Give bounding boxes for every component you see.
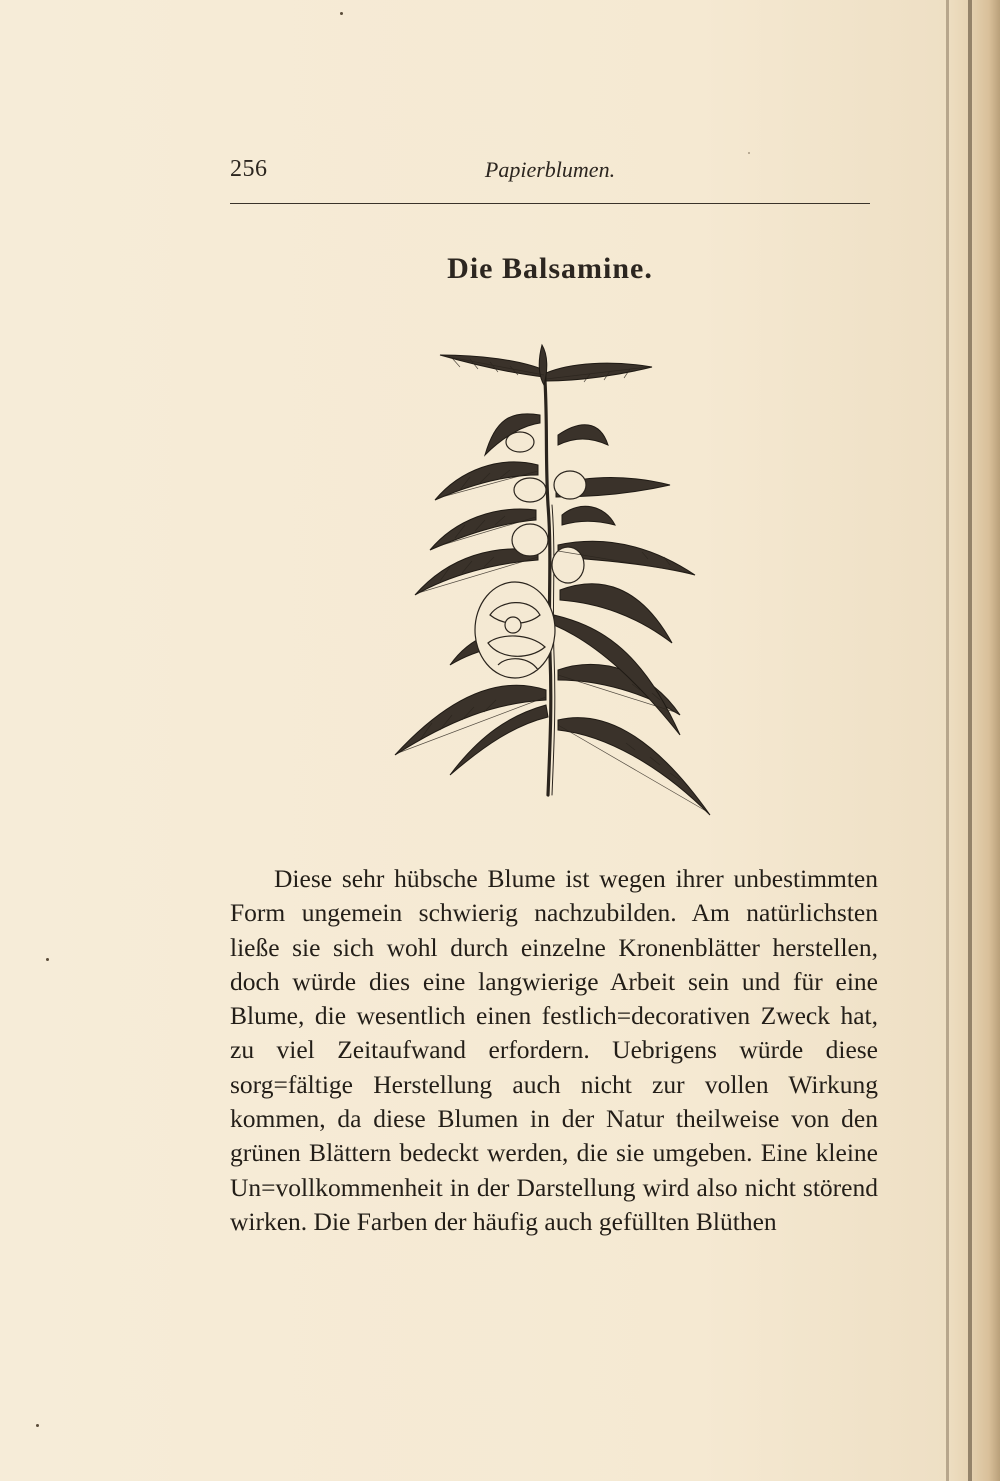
body-paragraph: Diese sehr hübsche Blume ist wegen ihrer unbestimmten Form ungemein schwierig nachzubilden. Am natürlichsten ließe sie sich wohl durch einzelne Kronenblätter herstellen, doch würde dies eine langwierige Arbeit sein und für eine Blume, die wesentlich einen festlich=decorativen Zweck hat, zu viel Zeitaufwand erfordern. Uebrigens würde diese sorg=fältige Herstellung auch nicht zur vollen Wirkung kommen, da diese Blumen in der Natur theilweise von den grünen Blättern bedeckt werden, die sie umgeben. Eine kleine Un=vollkommenheit in der Darstellung wird also nicht störend wirken. Die Farben der häufig auch gefüllten Blüthen xyxy=(230,864,878,1236)
paper-speck xyxy=(36,1424,39,1427)
paper-speck xyxy=(748,152,750,154)
running-title: Papierblumen. xyxy=(484,157,616,182)
binding-shadow xyxy=(946,0,949,1481)
section-title: Die Balsamine. xyxy=(447,252,653,285)
header-rule xyxy=(230,203,870,204)
paper-speck xyxy=(340,12,343,15)
balsam-plant-engraving-icon xyxy=(380,325,720,820)
page-edge-line xyxy=(968,0,972,1481)
paper-speck xyxy=(46,958,49,961)
page-number: 256 xyxy=(230,156,268,182)
running-head xyxy=(230,156,870,190)
page-edge xyxy=(944,0,1000,1481)
